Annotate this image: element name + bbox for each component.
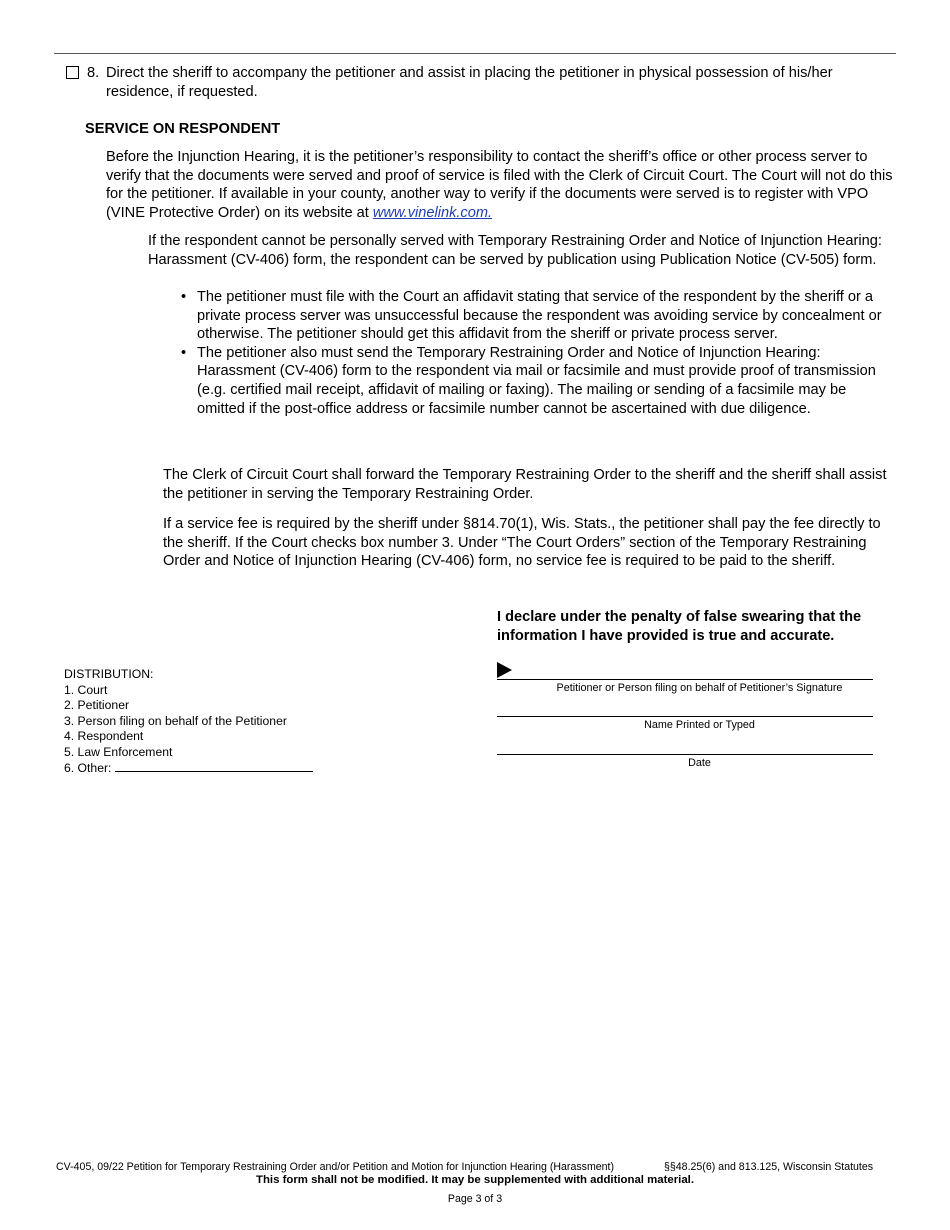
service-paragraph-1: [106, 148, 896, 222]
distribution-item: 4. Respondent: [64, 729, 144, 744]
footer-notice: This form shall not be modified. It may be supplemented with additional material.: [256, 1174, 694, 1186]
item-8: [66, 64, 896, 102]
distribution-title: DISTRIBUTION:: [64, 667, 154, 681]
distribution-item: 1. Court: [64, 682, 108, 697]
footer-statutes: §§48.25(6) and 813.125, Wisconsin Statutes: [664, 1161, 874, 1173]
item-8-text: Direct the sheriff to accompany the petitioner and assist in placing the petitioner in physical possession of his/her residence, if requested.: [106, 65, 833, 100]
distribution-other: [64, 761, 313, 777]
publication-paragraph: If the respondent cannot be personally served with Temporary Restraining Order and Notice of Injunction Hearing: Harassment (CV-406) form, the respondent can be served by publication using Publication Notice (CV-505) form.: [148, 233, 882, 268]
date-field[interactable]: [497, 754, 873, 755]
signature-field[interactable]: [497, 679, 873, 680]
distribution-list: [64, 667, 313, 776]
signature-arrow-icon: [497, 662, 512, 678]
name-printed-field[interactable]: [497, 716, 873, 717]
distribution-item: 5. Law Enforcement: [64, 744, 173, 759]
item-8-number: 8.: [87, 65, 100, 81]
bullet-affidavit: • The petitioner must file with the Court an affidavit stating that service of the respondent by the sheriff or a private process server was unsuccessful because the respondent was avoiding service by concealment or otherwise. The petitioner should get this affidavit from the sheriff or private process server.: [176, 288, 896, 344]
signature-caption: Petitioner or Person filing on behalf of Petitioner’s Signature: [556, 682, 843, 694]
top-divider: [54, 53, 896, 54]
distribution-item: 3. Person filing on behalf of the Petitioner: [64, 713, 287, 728]
bullet-mailing: • The petitioner also must send the Temporary Restraining Order and Notice of Injunction Hearing: Harassment (CV-406) form to the respondent via mail or facsimile and must provide proof of transmission (e.g. certified mail receipt, affidavit of mailing or faxing). The mailing or sending of a facsimile may be omitted if the post-office address or facsimile number cannot be ascertained with due diligence.: [176, 344, 896, 418]
publication-bullets: [176, 288, 896, 418]
page-number: Page 3 of 3: [447, 1193, 503, 1205]
distribution-other-field[interactable]: [115, 761, 313, 772]
distribution-other-label: 6. Other:: [64, 760, 112, 775]
name-printed-caption: Name Printed or Typed: [644, 719, 755, 731]
date-caption: Date: [688, 757, 711, 769]
distribution-item: 2. Petitioner: [64, 698, 130, 713]
clerk-paragraph: The Clerk of Circuit Court shall forward the Temporary Restraining Order to the sheriff and the sheriff shall assist the petitioner in serving the Temporary Restraining Order.: [163, 467, 887, 502]
service-paragraph-1-text: Before the Injunction Hearing, it is the petitioner’s responsibility to contact the sheriff’s office or other process server to verify that the documents were served and proof of service is filed with the Clerk of Circuit Court. The Court will not do this for the petitioner. If available in your county, another way to verify if the documents were served is to register with VPO (VINE Protective Order) on its website at: [106, 149, 893, 221]
footer-form-info: CV-405, 09/22 Petition for Temporary Restraining Order and/or Petition and Motion for Injunction Hearing (Harassment): [56, 1161, 615, 1173]
service-heading: SERVICE ON RESPONDENT: [85, 121, 281, 137]
vinelink-link[interactable]: www.vinelink.com.: [372, 204, 493, 221]
item-8-checkbox[interactable]: [66, 66, 79, 79]
service-fee-paragraph: If a service fee is required by the sheriff under §814.70(1), Wis. Stats., the petitioner shall pay the fee directly to the sheriff. If the Court checks box number 3. Under “The Court Orders” section of the Temporary Restraining Order and Notice of Injunction Hearing (CV-406) form, no service fee is required to be paid to the sheriff.: [163, 516, 881, 570]
declaration: I declare under the penalty of false swearing that the information I have provided is true and accurate.: [497, 609, 862, 644]
